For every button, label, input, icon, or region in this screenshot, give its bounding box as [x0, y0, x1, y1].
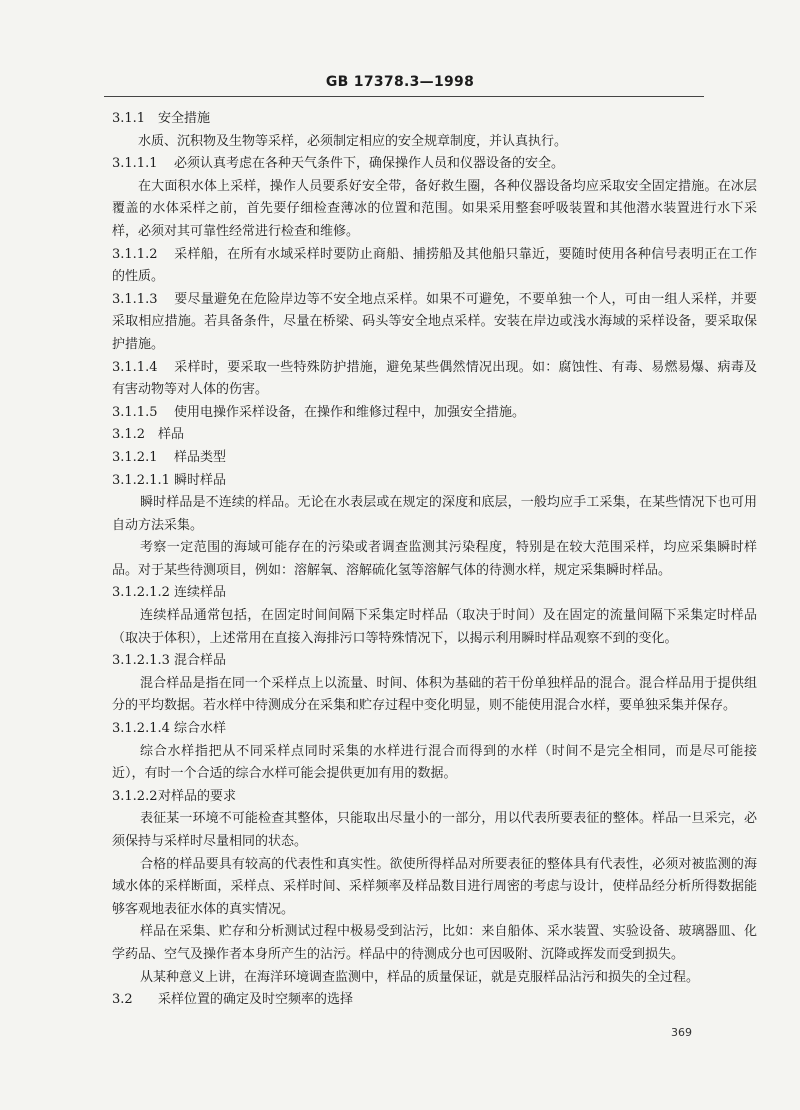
- clause: [112, 244, 757, 289]
- section-title: 对样品的要求: [158, 788, 237, 804]
- section-title: 样品类型: [174, 449, 227, 465]
- section-number: 3.1.2.2: [112, 788, 158, 804]
- section-number: 3.1.2.1.4: [112, 721, 170, 737]
- section-heading: [112, 989, 757, 1012]
- section-number: 3.1.2.1.1: [112, 472, 170, 488]
- paragraph: 考察一定范围的海域可能存在的污染或者调查监测其污染程度，特别是在较大范围采样，均应采集瞬时样品。对于某些待测项目，例如：溶解氧、溶解硫化氢等溶解气体的待测水样，规定采集瞬时样品。: [112, 540, 757, 578]
- standard-header: GB 17378.3—1998: [325, 74, 475, 90]
- section-heading: [112, 718, 757, 741]
- section-title: 安全措施: [158, 111, 211, 126]
- paragraph: 表征某一环境不可能检查其整体，只能取出尽量小的一部分，用以代表所要表征的整体。样品一旦采完，必须保持与采样时尽量相同的状态。: [112, 811, 757, 849]
- section-number: 3.1.2: [112, 427, 146, 443]
- section-title: 瞬时样品: [174, 472, 227, 488]
- paragraph: 在大面积水体上采样，操作人员要系好安全带，备好救生圈，各种仪器设备均应采取安全固定措施。在冰层覆盖的水体采样之前，首先要仔细检查薄冰的位置和范围。如果采用整套呼吸装置和其他潜水装置进行水下采样，必须对其可靠性经常进行检查和维修。: [112, 178, 757, 239]
- clause: [112, 357, 757, 402]
- section-title: 采样位置的确定及时空频率的选择: [158, 992, 354, 1008]
- clause: [112, 402, 757, 425]
- clause-number: 3.1.1.5: [112, 404, 158, 420]
- clause-text: 采样船，在所有水域采样时要防止商船、捕捞船及其他船只靠近，要随时使用各种信号表明正在工作的性质。: [112, 246, 757, 285]
- clause-number: 3.1.1.2: [112, 246, 158, 262]
- clause-text: 要尽量避免在危险岸边等不安全地点采样。如果不可避免，不要单独一个人，可由一组人采样，并要采取相应措施。若具备条件，尽量在桥梁、码头等安全地点采样。安装在岸边或浅水海域的采样设备，要采取保护措施。: [112, 291, 757, 352]
- paragraph: 样品在采集、贮存和分析测试过程中极易受到沾污，比如：来自船体、采水装置、实验设备、玻璃器皿、化学药品、空气及操作者本身所产生的沾污。样品中的待测成分也可因吸附、沉降或挥发而受到损失。: [112, 924, 757, 962]
- section-title: 样品: [158, 427, 185, 443]
- section-number: 3.1.2.1.2: [112, 585, 170, 601]
- section-heading: [112, 447, 757, 470]
- paragraph: 瞬时样品是不连续的样品。无论在水表层或在规定的深度和底层，一般均应手工采集，在某些情况下也可用自动方法采集。: [112, 495, 757, 533]
- clause-text: 采样时，要采取一些特殊防护措施，避免某些偶然情况出现。如：腐蚀性、有毒、易燃易爆、病毒及有害动物等对人体的伤害。: [112, 359, 757, 398]
- page-number: 369: [671, 1026, 692, 1039]
- section-heading: [112, 582, 757, 605]
- section-heading: [112, 470, 757, 493]
- clause: [112, 289, 757, 357]
- clause-number: 3.1.1.1: [112, 156, 158, 172]
- section-heading: [112, 650, 757, 673]
- section-number: 3.2: [112, 992, 133, 1008]
- section-heading: [112, 786, 757, 809]
- section-number: 3.1.2.1.3: [112, 653, 170, 669]
- clause-text: 必须认真考虑在各种天气条件下，确保操作人员和仪器设备的安全。: [174, 156, 565, 172]
- paragraph: 综合水样指把从不同采样点同时采集的水样进行混合而得到的水样（时间不是完全相同，而是尽可能接近），有时一个合适的综合水样可能会提供更加有用的数据。: [112, 743, 757, 782]
- section-number: 3.1.1: [112, 111, 146, 126]
- paragraph: 水质、沉积物及生物等采样，必须制定相应的安全规章制度，并认真执行。: [138, 133, 568, 149]
- section-title: 连续样品: [174, 585, 227, 601]
- clause-text: 使用电操作采样设备，在操作和维修过程中，加强安全措施。: [174, 404, 526, 420]
- paragraph: 连续样品通常包括，在固定时间间隔下采集定时样品（取决于时间）及在固定的流量间隔下采集定时样品（取决于体积），上述常用在直接入海排污口等特殊情况下，以揭示利用瞬时样品观察不到的变化。: [112, 608, 757, 646]
- clause-number: 3.1.1.4: [112, 359, 158, 375]
- clause-number: 3.1.1.3: [112, 291, 158, 307]
- section-heading: [112, 424, 757, 447]
- paragraph: 从某种意义上讲，在海洋环境调查监测中，样品的质量保证，就是克服样品沾污和损失的全过程。: [140, 969, 700, 985]
- header-rule: [104, 96, 704, 97]
- section-title: 混合样品: [174, 653, 227, 669]
- paragraph: 混合样品是指在同一个采样点上以流量、时间、体积为基础的若干份单独样品的混合。混合样品用于提供组分的平均数据。若水样中待测成分在采集和贮存过程中变化明显，则不能使用混合水样，要单独采集并保存。: [112, 675, 757, 714]
- section-number: 3.1.2.1: [112, 449, 158, 465]
- document-body: [112, 108, 757, 1012]
- paragraph: 合格的样品要具有较高的代表性和真实性。欲使所得样品对所要表征的整体具有代表性，必须对被监测的海域水体的采样断面，采样点、采样时间、采样频率及样品数目进行周密的考虑与设计，使样品经分析所得数据能够客观地表征水体的真实情况。: [112, 856, 757, 917]
- clause: [112, 153, 757, 176]
- section-title: 综合水样: [174, 721, 227, 737]
- section-heading: [112, 108, 757, 131]
